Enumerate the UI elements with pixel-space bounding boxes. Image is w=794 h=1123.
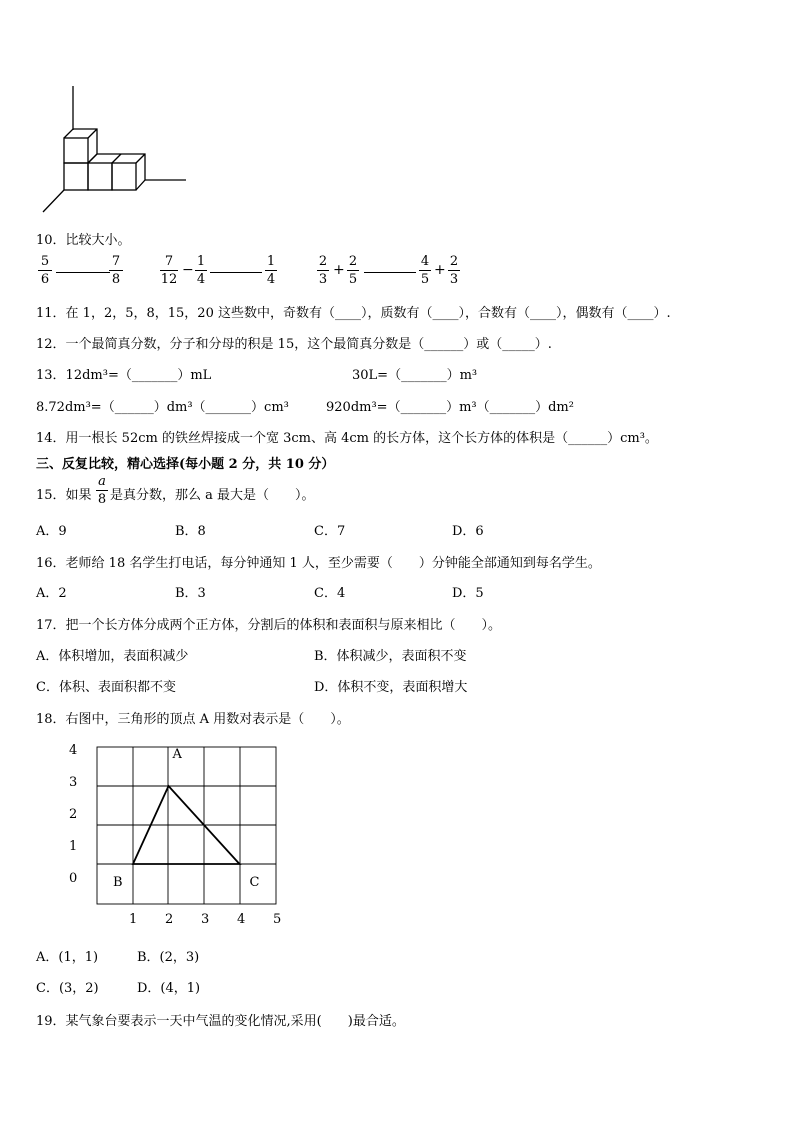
q14-text: 14．用一根长 52cm 的铁丝焊接成一个宽 3cm、高 4cm 的长方体，这个长方体的体积是（______）cm³。	[36, 431, 658, 446]
vertex-label-a: A	[172, 747, 182, 762]
q13-part-c: 8.72dm³=（______）dm³（_______）cm³	[36, 400, 289, 415]
q13-part-d: 920dm³=（_______）m³（_______）dm²	[326, 400, 574, 415]
q15-option-c[interactable]: C．7	[314, 524, 346, 539]
vertex-label-c: C	[249, 875, 260, 890]
q15-option-d[interactable]: D．6	[452, 524, 484, 539]
q10-2-blank[interactable]	[210, 272, 262, 273]
y-tick-label: 0	[69, 871, 78, 886]
q10-3-plus: +	[333, 262, 345, 278]
y-tick-label: 4	[69, 743, 78, 758]
q10-3-fraction-c: $\frac{4}{5}$	[420, 254, 430, 287]
q18-option-b[interactable]: B．(2，3)	[137, 950, 200, 965]
q16-text: 16．老师给 18 名学生打电话，每分钟通知 1 人，至少需要（ ）分钟能全部通知到每名学生。	[36, 556, 601, 571]
q16-option-d[interactable]: D．5	[452, 586, 484, 601]
x-tick-label: 1	[129, 912, 138, 927]
x-tick-label: 2	[165, 912, 174, 927]
x-tick-label: 5	[273, 912, 282, 927]
q15-text-post: 是真分数，那么 a 最大是（ ）。	[110, 488, 315, 503]
section-3-heading: 三、反复比较，精心选择(每小题 2 分，共 10 分）	[36, 457, 335, 472]
q15-option-a[interactable]: A．9	[36, 524, 67, 539]
q17-text: 17．把一个长方体分成两个正方体，分割后的体积和表面积与原来相比（ ）。	[36, 618, 502, 633]
q10-1-right-fraction: $\frac{7}{8}$	[109, 255, 123, 287]
x-tick-label: 3	[201, 912, 210, 927]
q11-text: 11．在 1，2，5，8，15，20 这些数中，奇数有（____），质数有（____），合数有（____），偶数有（____）.	[36, 306, 671, 321]
q18-option-d[interactable]: D．(4，1)	[137, 981, 201, 996]
x-tick-label: 4	[237, 912, 246, 927]
q17-option-a[interactable]: A．体积增加，表面积减少	[36, 649, 189, 664]
y-tick-label: 3	[69, 775, 78, 790]
q18-option-a[interactable]: A．(1，1)	[36, 950, 99, 965]
q13-part-a: 13．12dm³=（_______）mL	[36, 368, 212, 383]
q10-1-blank[interactable]	[56, 272, 110, 273]
q16-option-a[interactable]: A．2	[36, 586, 67, 601]
y-tick-label: 2	[69, 807, 78, 822]
q10-2-right-fraction: $\frac{1}{4}$	[266, 254, 276, 287]
q15-fraction: $\frac{a}{8}$	[97, 474, 107, 507]
q12-text: 12．一个最简真分数，分子和分母的积是 15，这个最简真分数是（______）或（_____）.	[36, 337, 552, 352]
q10-1-left-fraction: $\frac{5}{6}$	[38, 255, 52, 287]
q10-3-fraction-d: $\frac{2}{3}$	[449, 254, 459, 287]
q10-2-fraction-b: $\frac{1}{4}$	[196, 254, 206, 287]
vertex-label-b: B	[113, 875, 123, 890]
y-tick-label: 1	[69, 839, 78, 854]
q10-2-minus: −	[182, 262, 194, 278]
q10-3-blank[interactable]	[364, 272, 416, 273]
q13-part-b: 30L=（_______）m³	[352, 368, 478, 383]
coordinate-grid-figure	[60, 740, 320, 930]
q10-2-fraction-a: $\frac{7}{12}$	[160, 254, 178, 287]
q15-option-b[interactable]: B．8	[175, 524, 206, 539]
q16-option-b[interactable]: B．3	[175, 586, 206, 601]
q18-option-c[interactable]: C．(3，2)	[36, 981, 99, 996]
q17-option-b[interactable]: B．体积减少，表面积不变	[314, 649, 467, 664]
q10-title: 10．比较大小。	[36, 233, 131, 248]
q17-option-d[interactable]: D．体积不变，表面积增大	[314, 680, 468, 695]
q10-3-plus-2: +	[434, 262, 446, 278]
q18-text: 18．右图中，三角形的顶点 A 用数对表示是（ ）。	[36, 712, 350, 727]
q19-text: 19．某气象台要表示一天中气温的变化情况,采用( )最合适。	[36, 1014, 405, 1029]
q10-3-fraction-a: $\frac{2}{3}$	[318, 254, 328, 287]
q16-option-c[interactable]: C．4	[314, 586, 346, 601]
q17-option-c[interactable]: C．体积、表面积都不变	[36, 680, 176, 695]
q15-text-pre: 15．如果	[36, 488, 92, 503]
q10-3-fraction-b: $\frac{2}{5}$	[348, 254, 358, 287]
cube-stack-figure	[30, 80, 190, 220]
